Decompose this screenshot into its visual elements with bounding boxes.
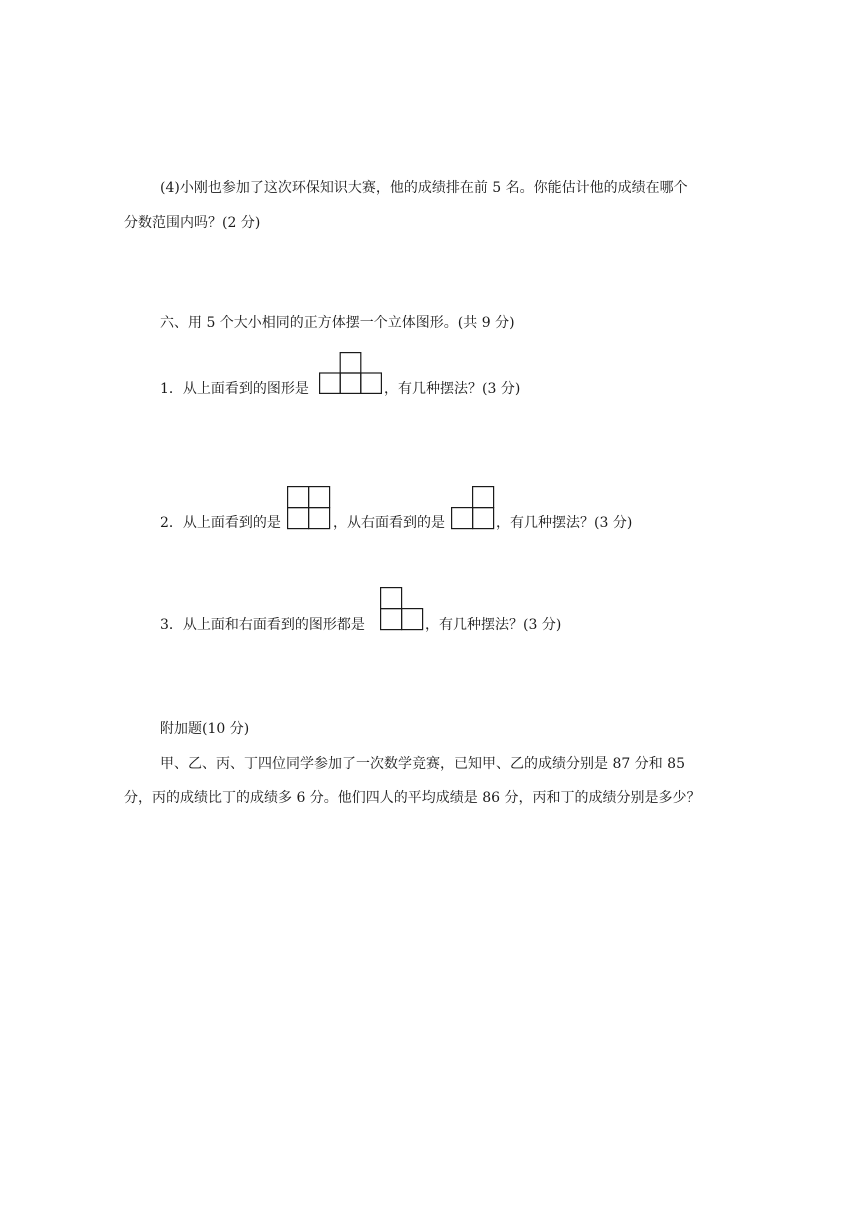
bonus-heading: 附加题(10 分) [160,721,250,737]
problem1-text-after: ，有几种摆法？(3 分) [384,381,521,397]
problem2-text-before: 2．从上面看到的是 [160,515,281,531]
bonus-line-2: 分，丙的成绩比丁的成绩多 6 分。他们四人的平均成绩是 86 分，丙和丁的成绩分别是多少？ [124,790,701,806]
problem3-text-after: ，有几种摆法？(3 分) [425,617,562,633]
problem1-text-before: 1．从上面看到的图形是 [160,381,309,397]
problem3-view-figure [380,587,424,631]
problem2-right-view-figure [451,486,495,530]
problem2-top-view-figure [287,486,331,530]
problem2-text-after: ，有几种摆法？(3 分) [496,515,633,531]
section6-heading: 六、用 5 个大小相同的正方体摆一个立体图形。(共 9 分) [160,315,515,331]
problem2-text-middle: ，从右面看到的是 [333,515,445,531]
problem3-text-before: 3．从上面和右面看到的图形都是 [160,617,365,633]
q4-line-2: 分数范围内吗？(2 分) [124,215,261,231]
q4-line-1: (4)小刚也参加了这次环保知识大赛，他的成绩排在前 5 名。你能估计他的成绩在哪个 [160,180,688,196]
bonus-line-1: 甲、乙、丙、丁四位同学参加了一次数学竞赛，已知甲、乙的成绩分别是 87 分和 85 [160,756,685,772]
problem1-top-view-figure [319,352,383,394]
